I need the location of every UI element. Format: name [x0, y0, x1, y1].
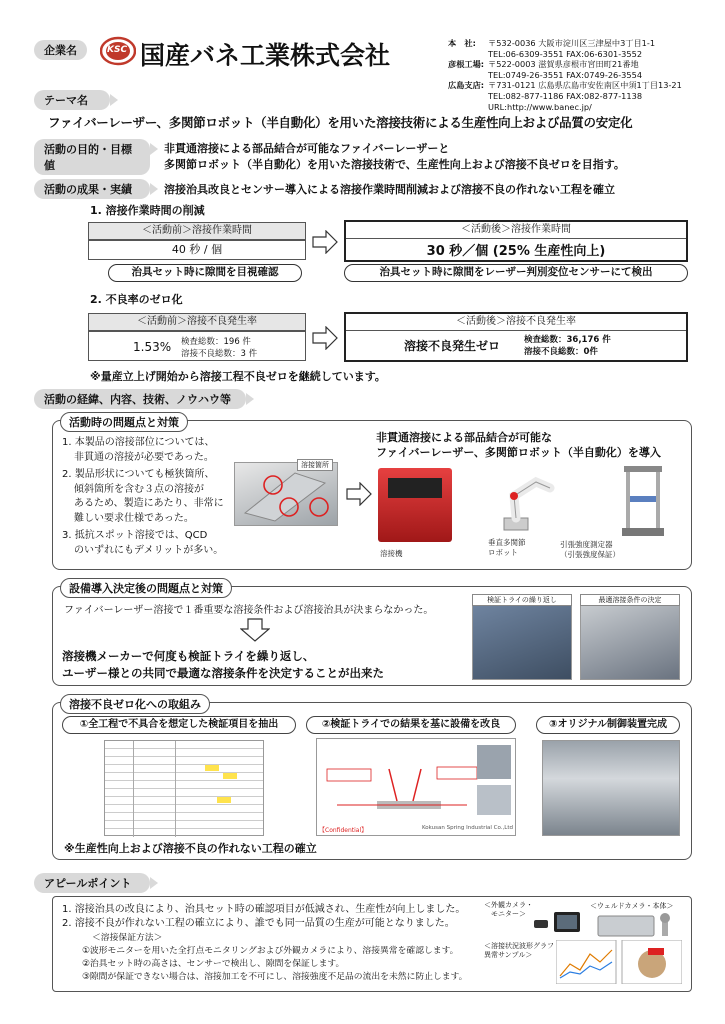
robot-image — [476, 468, 556, 532]
problems-list — [62, 436, 224, 558]
control-device-photo — [542, 740, 680, 836]
theme-text: ファイバーレーザー、多関節ロボット（半自動化）を用いた溶接技術による生産性向上および品質の安定化 — [48, 115, 633, 130]
graph-label — [484, 942, 554, 960]
before-defect-header: ＜活動前＞溶接不良発生率 — [88, 313, 306, 331]
before-time-note: 治具セット時に隙間を目視確認 — [108, 264, 302, 282]
equipment-result — [62, 648, 384, 682]
section-2-title: 2. 不良率のゼロ化 — [90, 293, 183, 306]
camera-label — [484, 901, 533, 919]
logo-text: KSC — [107, 45, 128, 55]
waveform-graph-image — [556, 940, 682, 984]
assurance-methods — [82, 932, 467, 984]
problem-item: のいずれにもデメリットが多い。 — [74, 544, 224, 556]
phone-line: TEL:082-877-1186 FAX:082-877-1138 — [488, 90, 643, 101]
welding-machine-image — [378, 468, 452, 542]
graph-label-2: 異常サンプル＞ — [484, 951, 533, 959]
zero-defect-title: 溶接不良ゼロ化への取組み — [60, 694, 210, 714]
appeal-point-1: 1. 溶接治具の改良により、治具セット時の確認項目が低減され、生産性が向上しました。 — [62, 904, 466, 915]
step-3: ③オリジナル制御装置完成 — [536, 716, 680, 734]
problem-item: 難しい要求仕様であった。 — [74, 512, 194, 524]
zero-defect-note: ※生産性向上および溶接不良の作れない工程の確立 — [64, 842, 317, 855]
address-line: 〒731-0121 広島県広島市安佐南区中須1丁目13-21 — [488, 80, 682, 91]
caption-robot-2: ロボット — [488, 548, 518, 557]
solution-heading — [376, 430, 661, 460]
solution-heading-1: 非貫通溶接による部品結合が可能な — [376, 431, 552, 444]
problem-item: 3. 抵抗スポット溶接では、QCD — [62, 530, 208, 541]
assurance-1: ①波形モニターを用いた全打点モニタリングおよび外観カメラにより、溶接異常を確認します。 — [82, 946, 459, 956]
results-summary: 溶接治具改良とセンサー導入による溶接作業時間削減および溶接不良の作れない工程を確立 — [164, 183, 615, 196]
trial-photo — [472, 604, 572, 680]
appeal-points — [62, 903, 465, 931]
equipment-title: 設備導入決定後の問題点と対策 — [60, 578, 232, 598]
assurance-heading: ＜溶接保証方法＞ — [92, 933, 163, 943]
step-1: ①全工程で不具合を想定した検証項目を抽出 — [62, 716, 296, 734]
caption-robot — [488, 538, 526, 558]
decision-photo-label: 最適溶接条件の決定 — [580, 594, 680, 606]
assurance-3: ③隙間が保証できない場合は、溶接加工を不可にし、溶接強度不足品の流出を未然に防止します。 — [82, 972, 468, 982]
arrow-right-icon — [346, 482, 372, 506]
purpose-line-1: 非貫通溶接による部品結合が可能なファイバーレーザーと — [164, 142, 450, 155]
tensile-tester-image — [618, 462, 668, 538]
step-2: ②検証トライでの結果を基に設備を改良 — [306, 716, 516, 734]
purpose-text — [164, 141, 625, 173]
company-name: 国産バネ工業株式会社 — [140, 41, 391, 70]
before-total: 検査総数：196 件 — [181, 337, 251, 347]
after-defect-value: 溶接不良発生ゼロ — [404, 339, 501, 353]
trial-photo-label: 検証トライの繰り返し — [472, 594, 572, 606]
before-time-header: ＜活動前＞溶接作業時間 — [88, 222, 306, 240]
appeal-point-2: 2. 溶接不良が作れない工程の確立により、誰でも同一品質の生産が可能となりました。 — [62, 918, 455, 929]
camera-label-2: モニター＞ — [491, 910, 526, 918]
process-label: 活動の経緯、内容、技術、ノウハウ等 — [34, 389, 246, 409]
diagram-company: Kokusan Spring Industrial Co.,Ltd — [421, 825, 513, 831]
checklist-thumbnail — [104, 740, 264, 836]
section-1-title: 1. 溶接作業時間の削減 — [90, 204, 205, 217]
before-defect-box — [88, 331, 306, 361]
company-label: 企業名 — [34, 40, 87, 60]
caption-welder: 溶接機 — [380, 549, 403, 558]
arrow-down-icon — [240, 618, 270, 642]
purpose-line-2: 多関節ロボット（半自動化）を用いた溶接技術で、生産性向上および溶接不良ゼロを目指す。 — [164, 158, 625, 171]
results-label: 活動の成果・実績 — [34, 179, 150, 199]
results-note: ※量産立上げ開始から溶接工程不良ゼロを継続しています。 — [90, 370, 386, 383]
improvement-diagram — [316, 738, 516, 836]
address-label-hikone: 彦根工場: — [448, 59, 485, 70]
problem-item: 傾斜箇所を含む３点の溶接が — [74, 483, 204, 495]
after-time-header: ＜活動後＞溶接作業時間 — [346, 222, 686, 239]
appeal-label: アピールポイント — [34, 873, 150, 893]
after-total: 検査総数：36,176 件 — [524, 335, 611, 345]
address-label-hiroshima: 広島支店: — [448, 80, 485, 91]
purpose-label: 活動の目的・目標値 — [34, 139, 150, 175]
caption-tester-2: （引張強度保証） — [560, 550, 620, 559]
equipment-result-1: 溶接機メーカーで何度も検証トライを繰り返し、 — [62, 649, 315, 663]
camera-monitor-image — [532, 910, 582, 936]
problems-title: 活動時の問題点と対策 — [60, 412, 188, 432]
phone-line: TEL:06-6309-3551 FAX:06-6301-3552 — [488, 48, 643, 59]
solution-heading-2: ファイバーレーザー、多関節ロボット（半自動化）を導入 — [376, 446, 661, 459]
camera-label-1: ＜外観カメラ・ — [484, 901, 533, 909]
after-defect-count: 溶接不良総数：0件 — [524, 347, 598, 357]
before-time-value: 40 秒 / 個 — [88, 240, 306, 260]
confidential-mark: 【Confidential】 — [319, 827, 368, 834]
before-defect-rate: 1.53% — [133, 340, 172, 354]
equipment-text: ファイバーレーザー溶接で１番重要な溶接条件および溶接治具が決まらなかった。 — [64, 605, 434, 616]
after-time-value: 30 秒／個 (25% 生産性向上) — [426, 244, 606, 259]
problem-item: 1. 本製品の溶接部位については、 — [62, 437, 215, 448]
address-line: 〒532-0036 大阪市淀川区三津屋中3丁目1-1 — [488, 38, 656, 48]
caption-robot-1: 垂直多関節 — [488, 538, 526, 547]
problem-item: 非貫通の溶接が必要であった。 — [74, 451, 214, 463]
company-logo — [100, 36, 136, 66]
caption-tester-1: 引張強度測定器 — [560, 540, 613, 549]
weld-camera-image — [596, 912, 682, 938]
weld-spot-label: 溶接箇所 — [297, 459, 333, 471]
problem-item: あるため、製造にあたり、非常に — [74, 498, 224, 509]
problem-item: 2. 製品形状についても極狭箇所、 — [62, 469, 215, 480]
url-link[interactable]: URL:http://www.banec.jp/ — [488, 101, 592, 112]
address-line: 〒522-0003 滋賀県彦根市宮田町21番地 — [488, 59, 639, 70]
after-time-note: 治具セット時に隙間をレーザー判別変位センサーにて検出 — [344, 264, 688, 282]
arrow-right-icon — [312, 326, 338, 350]
after-defect-header: ＜活動後＞溶接不良発生率 — [346, 314, 686, 331]
weld-part-photo — [234, 462, 338, 526]
caption-tester — [560, 540, 620, 560]
address-label-head: 本 社: — [448, 38, 476, 48]
graph-label-1: ＜溶接状況波形グラフ — [484, 942, 554, 950]
theme-label: テーマ名 — [34, 90, 110, 110]
weld-camera-label: ＜ウェルドカメラ・本体＞ — [590, 902, 674, 910]
decision-photo — [580, 604, 680, 680]
assurance-2: ②治具セット時の高さは、センサーで検出し、隙間を保証します。 — [82, 959, 345, 969]
equipment-result-2: ユーザー様との共同で最適な溶接条件を決定することが出来た — [62, 666, 384, 680]
address-block — [448, 38, 718, 112]
arrow-right-icon — [312, 230, 338, 254]
before-defect-count: 溶接不良総数：3 件 — [181, 349, 258, 359]
phone-line: TEL:0749-26-3551 FAX:0749-26-3554 — [488, 69, 643, 80]
